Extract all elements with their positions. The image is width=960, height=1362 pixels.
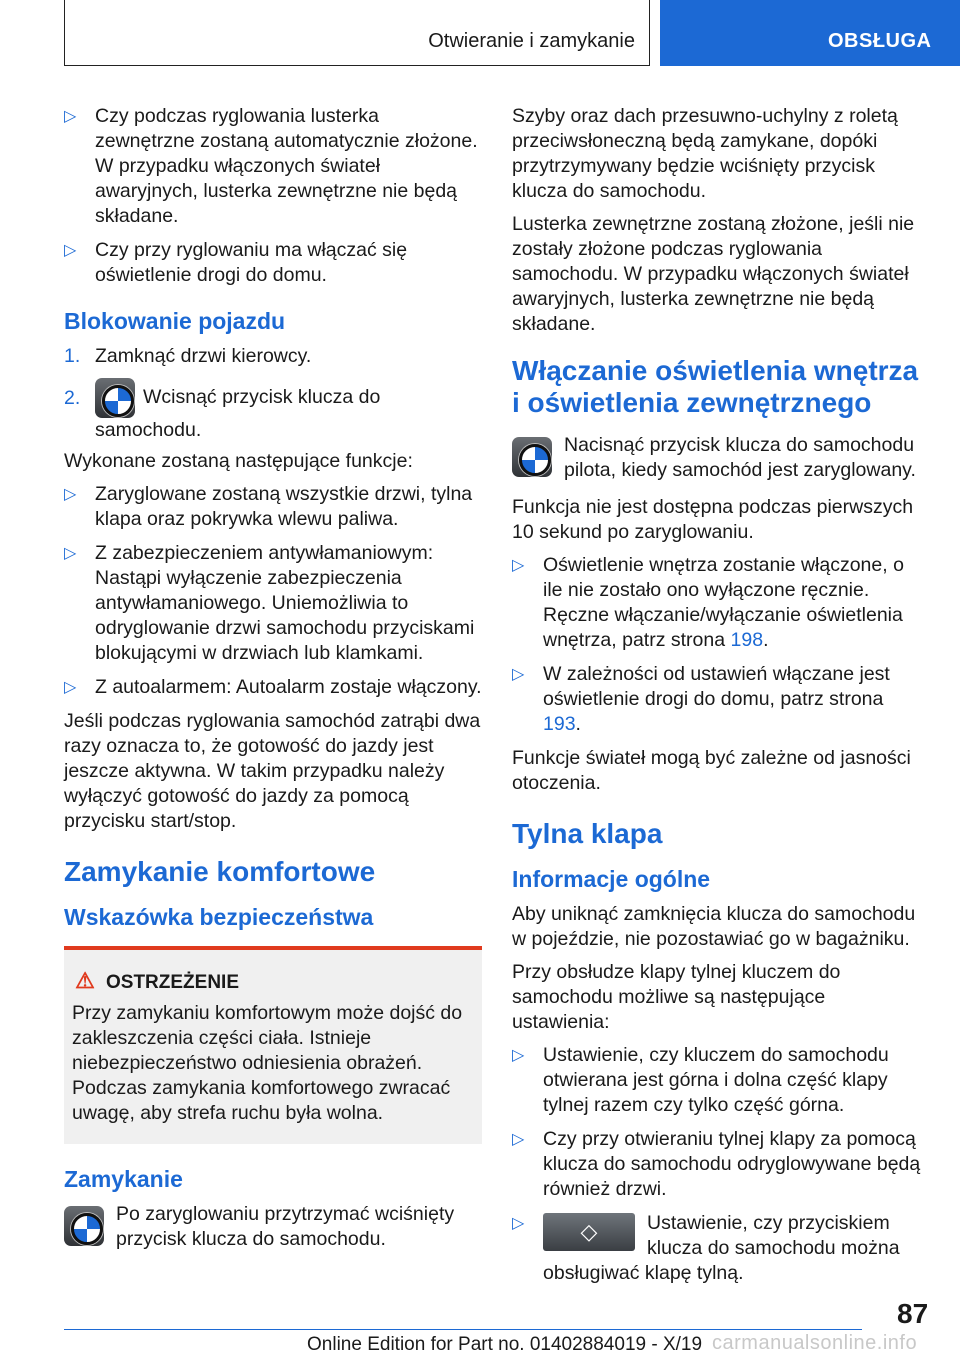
list-item: ▷ Ustawienie, czy kluczem do samochodu otwierana jest górna i dolna część klapy tylnej razem czy tylko część górna. (512, 1044, 889, 1116)
footer-divider (64, 1329, 862, 1330)
lighting-instruction: Nacisnąć przycisk klucza do samochodu pilota, kiedy samochód jest zaryglowany. (512, 433, 924, 483)
dependence-text: Funkcje świateł mogą być zależne od jasności otoczenia. (512, 747, 911, 794)
step-2: 2. Wcisnąć przycisk klucza do samochodu. (64, 378, 482, 443)
heading-safety: Wskazówka bezpieczeństwa (64, 904, 374, 930)
tailgate-button-icon (543, 1213, 635, 1251)
page-link-193[interactable]: 193 (543, 713, 576, 735)
key-button-icon (95, 378, 135, 418)
list-item: ▷ Z autoalarmem: Autoalarm zostaje włączony. (64, 676, 482, 698)
list-item: ▷ W zależności od ustawień włączane jest oświetlenie drogi do domu, patrz strona 193. (512, 663, 890, 735)
triangle-bullet-icon: ▷ (64, 108, 77, 125)
triangle-bullet-icon: ▷ (512, 1131, 525, 1148)
settings-intro: Przy obsłudze klapy tylnej kluczem do samochodu możliwe są następujące ustawienia: (512, 961, 841, 1033)
list-item: ▷ Oświetlenie wnętrza zostanie włączone, o ile nie zostało ono wyłączone ręcznie. Ręczne włączanie/wyłączanie oświetlenia wnętrza, patrz strona 198. (512, 554, 904, 651)
list-item: ▷ Czy przy otwieraniu tylnej klapy za pomocą klucza do samochodu odryglowywane będą również drzwi. (512, 1128, 921, 1200)
chapter-tab-label: OBSŁUGA (828, 30, 932, 52)
triangle-bullet-icon: ▷ (512, 557, 525, 574)
triangle-bullet-icon: ▷ (512, 1215, 525, 1232)
watermark: carmanualsonline.info (712, 1332, 918, 1354)
left-column (64, 104, 482, 1264)
heading-info: Informacje ogólne (512, 866, 711, 892)
key-button-icon (64, 1206, 104, 1246)
key-button-icon (512, 437, 552, 477)
triangle-bullet-icon: ▷ (512, 1047, 525, 1064)
warning-text: Przy zamykaniu komfortowym może dojść do zakleszczenia części ciała. Istnieje niebezpieczeństwo odniesienia obrażeń. Podczas zamykania komfortowego zwracać uwagę, aby strefa ruchu była wolna. (72, 1002, 463, 1124)
chapter-tab (660, 0, 960, 66)
page-number: 87 (897, 1298, 929, 1329)
functions-intro: Wykonane zostaną następujące funkcje: (64, 450, 413, 472)
warning-box (64, 946, 482, 1144)
triangle-bullet-icon: ▷ (512, 666, 525, 683)
triangle-bullet-icon: ▷ (64, 242, 77, 259)
triangle-bullet-icon: ▷ (64, 545, 77, 562)
header-frame (64, 0, 650, 66)
right-column (512, 104, 924, 1295)
list-item: ▷ ◇ Ustawienie, czy przyciskiem klucza do samochodu można obsługiwać klapę tylną. (512, 1211, 924, 1286)
list-item: ▷ Zaryglowane zostaną wszystkie drzwi, tylna klapa oraz pokrywka wlewu paliwa. (64, 483, 473, 530)
mirrors-text: Lusterka zewnętrzne zostaną złożone, jeśli nie zostały złożone podczas ryglowania samochodu. W przypadku włączonych świateł awaryjnych, lusterka zewnętrzne nie będą składane. (512, 213, 915, 335)
list-item: ▷ Czy przy ryglowaniu ma włączać się oświetlenie drogi do domu. (64, 239, 408, 286)
warning-triangle-icon: ⚠ (75, 968, 95, 993)
heading-zamykanie: Zamykanie (64, 1166, 183, 1192)
section-title: Otwieranie i zamykanie (428, 30, 635, 52)
zamykanie-instruction: Po zaryglowaniu przytrzymać wciśnięty przycisk klucza do samochodu. (64, 1202, 482, 1252)
triangle-bullet-icon: ▷ (64, 679, 77, 696)
warning-title: OSTRZEŻENIE (106, 972, 240, 993)
step-1: 1. Zamknąć drzwi kierowcy. (64, 345, 312, 367)
unavailable-text: Funkcja nie jest dostępna podczas pierwszych 10 sekund po zaryglowaniu. (512, 496, 914, 543)
horn-note: Jeśli podczas ryglowania samochód zatrąbi dwa razy oznacza to, że gotowość do jazdy jest jeszcze aktywna. W takim przypadku należy wyłączyć gotowość do jazdy za pomocą przycisku start/stop. (64, 710, 481, 832)
heading-blokowanie: Blokowanie pojazdu (64, 308, 286, 334)
heading-lighting: Włączanie oświetlenia wnętrza i oświetlenia zewnętrznego (512, 355, 919, 418)
windows-text: Szyby oraz dach przesuwno-uchylny z roletą przeciwsłoneczną będą zamykane, dopóki przytrzymywany będzie wciśnięty przycisk klucza do samochodu. (512, 105, 898, 202)
triangle-bullet-icon: ▷ (64, 486, 77, 503)
list-item: ▷ Czy podczas ryglowania lusterka zewnętrzne zostaną automatycznie złożone. W przypadku włączonych świateł awaryjnych, lusterka zewnętrzne nie będą składane. (64, 105, 478, 227)
heading-tylna: Tylna klapa (512, 818, 663, 849)
heading-komfort: Zamykanie komfortowe (64, 856, 376, 887)
edition-text: Online Edition for Part no. 01402884019 - X/19 (307, 1334, 703, 1355)
info-text: Aby uniknąć zamknięcia klucza do samochodu w pojeździe, nie pozostawiać go w bagażniku. (512, 903, 916, 950)
list-item: ▷ Z zabezpieczeniem antywłamaniowym: Nastąpi wyłączenie zabezpieczenia antywłamaniowego. Uniemożliwia to odryglowanie drzwi samochodu przyciskami blokującymi w drzwiach lub klamkami. (64, 542, 475, 664)
page-link-198[interactable]: 198 (730, 629, 764, 651)
